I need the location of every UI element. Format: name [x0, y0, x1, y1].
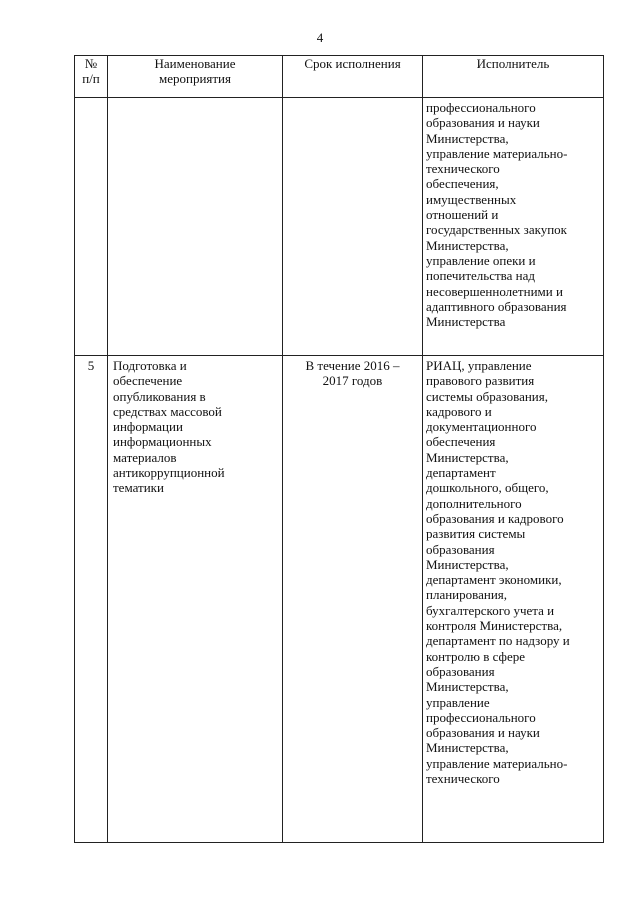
- name-line: средствах массовой: [113, 403, 222, 419]
- term-line2: 2017 годов: [322, 373, 383, 389]
- header-executor: Исполнитель: [423, 56, 604, 98]
- name-line: материалов: [113, 449, 177, 465]
- executor-line: образования и науки: [426, 115, 540, 131]
- executor-line: образования и науки: [426, 725, 540, 741]
- executor-line: попечительства над: [426, 268, 536, 284]
- table-row: [75, 98, 604, 356]
- executor-line: системы образования,: [426, 388, 548, 404]
- row1-term: [283, 98, 423, 356]
- name-line: Подготовка и: [113, 358, 187, 373]
- row2-name: [108, 356, 283, 843]
- executor-line: государственных закупок: [426, 222, 567, 238]
- executor-line: имущественных: [426, 191, 517, 207]
- executor-line: образования: [426, 541, 495, 557]
- executor-line: Министерства,: [426, 556, 509, 572]
- executor-line: контролю в сфере: [426, 648, 526, 664]
- executor-line: развития системы: [426, 526, 526, 542]
- table-row: [75, 356, 604, 843]
- executor-line: документационного: [426, 419, 537, 435]
- row2-executor: [423, 356, 604, 843]
- executor-line: дошкольного, общего,: [426, 480, 549, 496]
- executor-line: департамент по надзору и: [426, 633, 570, 649]
- header-name-line1: Наименование: [154, 56, 236, 71]
- executor-line: адаптивного образования: [426, 298, 567, 314]
- name-line: обеспечение: [113, 373, 183, 389]
- executor-line: правового развития: [426, 373, 535, 389]
- executor-line: департамент экономики,: [426, 572, 562, 588]
- executor-line: управление материально-: [426, 755, 568, 771]
- term-line1: В течение 2016 –: [305, 358, 400, 373]
- executor-line: Министерства,: [426, 740, 509, 756]
- measures-table: [74, 55, 604, 843]
- executor-line: технического: [426, 771, 500, 787]
- executor-line: Министерства,: [426, 679, 509, 695]
- executor-line: профессионального: [426, 100, 536, 115]
- executor-line: обеспечения: [426, 434, 496, 450]
- header-name-line2: мероприятия: [158, 71, 231, 87]
- executor-line: управление: [426, 694, 490, 710]
- name-line: антикоррупционной: [113, 465, 225, 481]
- header-term: Срок исполнения: [283, 56, 423, 98]
- executor-line: Министерства,: [426, 130, 509, 146]
- row2-number: 5: [75, 356, 108, 843]
- executor-line: технического: [426, 161, 500, 177]
- executor-line: кадрового и: [426, 403, 492, 419]
- header-name: [108, 56, 283, 98]
- executor-line: управление опеки и: [426, 252, 536, 268]
- executor-line: обеспечения,: [426, 176, 499, 192]
- executor-line: образования: [426, 663, 495, 679]
- executor-line: планирования,: [426, 587, 508, 603]
- executor-line: Министерства,: [426, 449, 509, 465]
- name-line: опубликования в: [113, 388, 206, 404]
- executor-line: контроля Министерства,: [426, 618, 563, 634]
- executor-line: департамент: [426, 465, 496, 481]
- row1-number: [75, 98, 108, 356]
- header-number-line1: №: [84, 56, 98, 71]
- page-number: 4: [316, 30, 324, 45]
- row1-executor: [423, 98, 604, 356]
- executor-line: Министерства,: [426, 237, 509, 253]
- executor-line: несовершеннолетними и: [426, 283, 563, 299]
- executor-line: отношений и: [426, 207, 499, 223]
- table-header-row: [75, 56, 604, 98]
- name-line: тематики: [113, 480, 164, 496]
- header-number-line2: п/п: [82, 71, 100, 87]
- header-number: [75, 56, 108, 98]
- executor-line: бухгалтерского учета и: [426, 602, 555, 618]
- row1-name: [108, 98, 283, 356]
- executor-line: образования и кадрового: [426, 510, 564, 526]
- row2-term: [283, 356, 423, 843]
- executor-line: управление материально-: [426, 145, 568, 161]
- executor-line: РИАЦ, управление: [426, 358, 532, 373]
- executor-line: дополнительного: [426, 495, 522, 511]
- name-line: информации: [113, 419, 183, 435]
- name-line: информационных: [113, 434, 212, 450]
- executor-line: профессионального: [426, 709, 536, 725]
- executor-line: Министерства: [426, 314, 506, 330]
